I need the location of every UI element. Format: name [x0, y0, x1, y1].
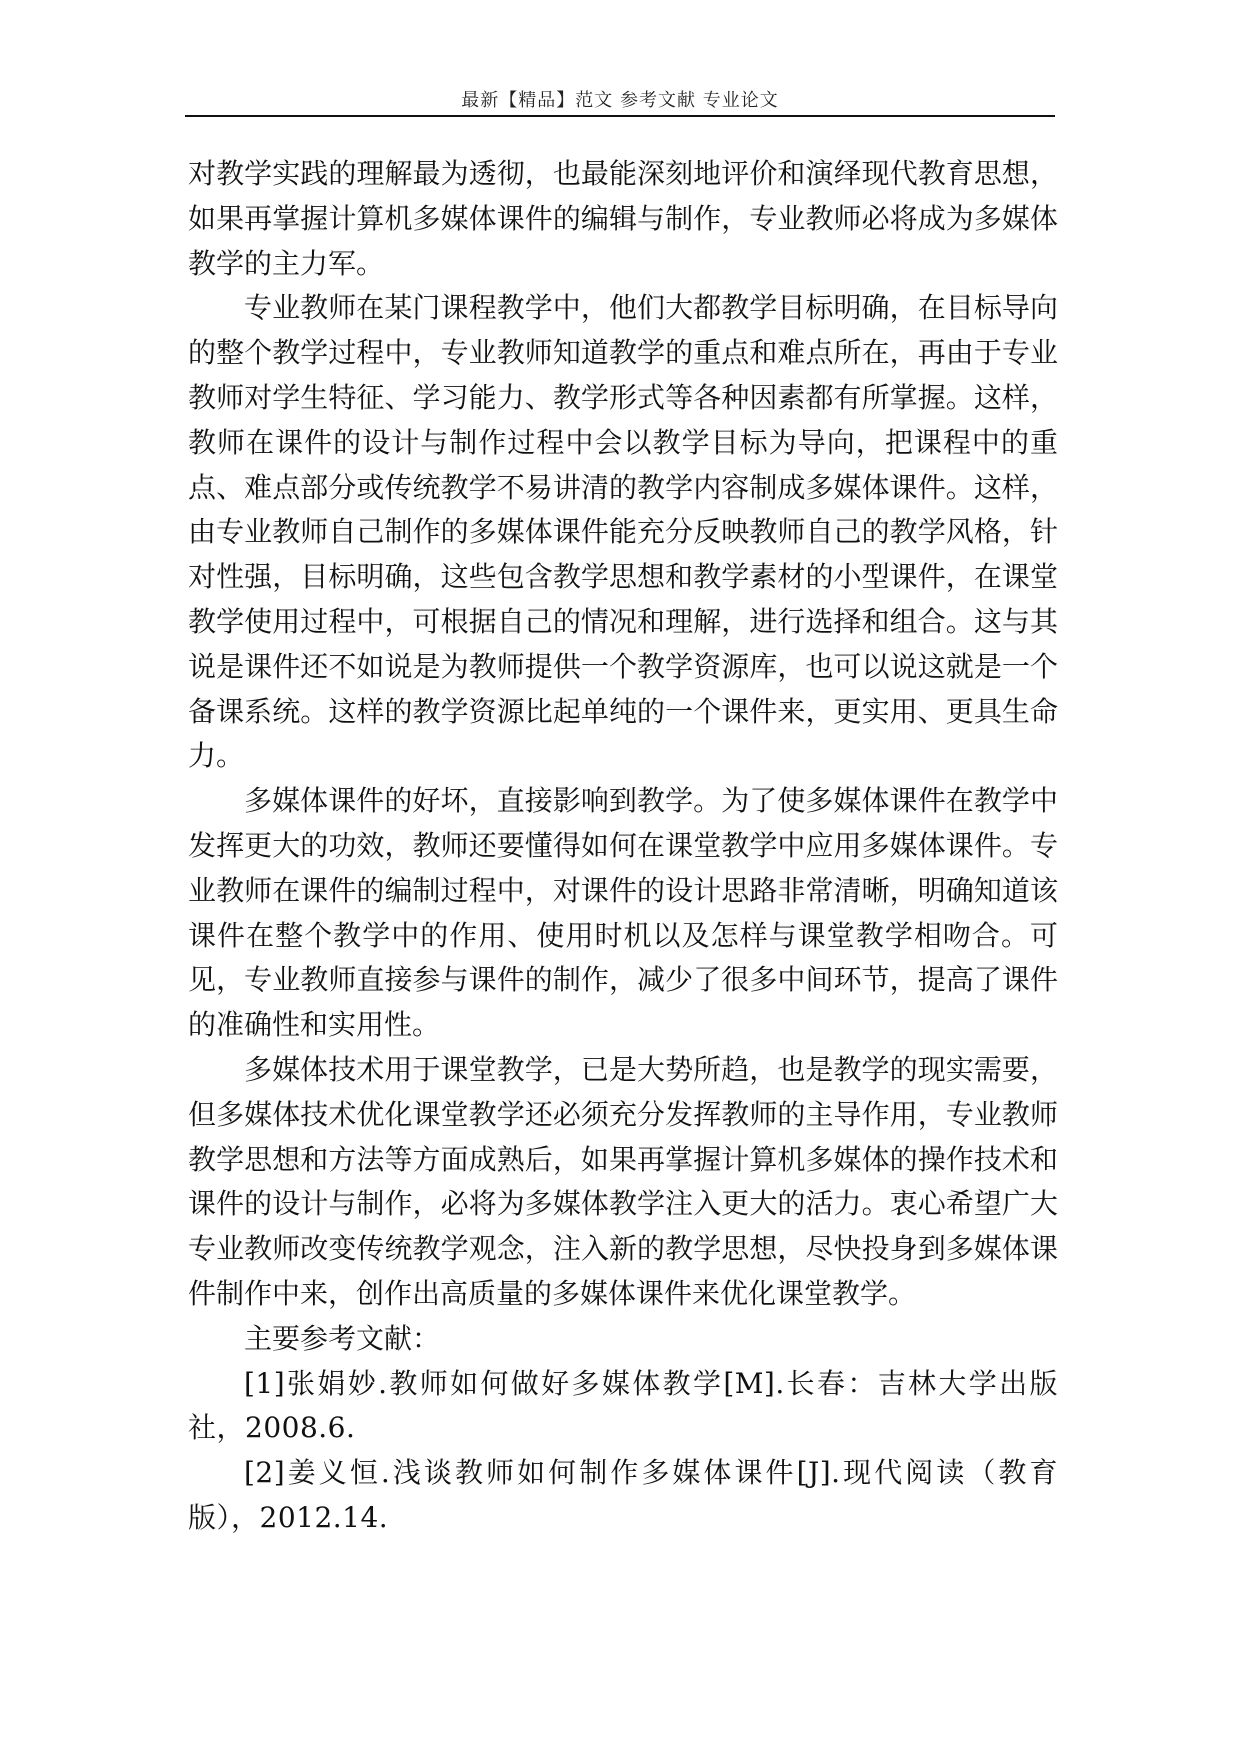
- references-heading: 主要参考文献：: [244, 1321, 441, 1355]
- body-paragraph: 多媒体技术用于课堂教学，已是大势所趋，也是教学的现实需要，但多媒体技术优化课堂教学还必须充分发挥教师的主导作用，专业教师教学思想和方法等方面成熟后，如果再掌握计算机多媒体的操作技术和课件的设计与制作，必将为多媒体教学注入更大的活力。衷心希望广大专业教师改变传统教学观念，注入新的教学思想，尽快投身到多媒体课件制作中来，创作出高质量的多媒体课件来优化课堂教学。: [188, 1052, 1058, 1310]
- body-paragraph: 对教学实践的理解最为透彻，也最能深刻地评价和演绎现代教育思想，如果再掌握计算机多媒体课件的编辑与制作，专业教师必将成为多媒体教学的主力军。: [188, 157, 1058, 280]
- page-header: 最新【精品】范文 参考文献 专业论文: [461, 90, 779, 111]
- header-divider: [185, 115, 1055, 117]
- reference-item: [2]姜义恒.浅谈教师如何制作多媒体课件[J].现代阅读（教育版），2012.14.: [188, 1456, 1058, 1534]
- reference-item: [1]张娟妙.教师如何做好多媒体教学[M].长春：吉林大学出版社，2008.6.: [188, 1366, 1058, 1445]
- body-paragraph: 多媒体课件的好坏，直接影响到教学。为了使多媒体课件在教学中发挥更大的功效，教师还要懂得如何在课堂教学中应用多媒体课件。专业教师在课件的编制过程中，对课件的设计思路非常清晰，明确知道该课件在整个教学中的作用、使用时机以及怎样与课堂教学相吻合。可见，专业教师直接参与课件的制作，减少了很多中间环节，提高了课件的准确性和实用性。: [188, 784, 1058, 1042]
- body-paragraph: 专业教师在某门课程教学中，他们大都教学目标明确，在目标导向的整个教学过程中，专业教师知道教学的重点和难点所在，再由于专业教师对学生特征、学习能力、教学形式等各种因素都有所掌握。这样，教师在课件的设计与制作过程中会以教学目标为导向，把课程中的重点、难点部分或传统教学不易讲清的教学内容制成多媒体课件。这样，由专业教师自己制作的多媒体课件能充分反映教师自己的教学风格，针对性强，目标明确，这些包含教学思想和教学素材的小型课件，在课堂教学使用过程中，可根据自己的情况和理解，进行选择和组合。这与其说是课件还不如说是为教师提供一个教学资源库，也可以说这就是一个备课系统。这样的教学资源比起单纯的一个课件来，更实用、更具生命力。: [188, 291, 1058, 773]
- document-body: [188, 152, 1058, 1541]
